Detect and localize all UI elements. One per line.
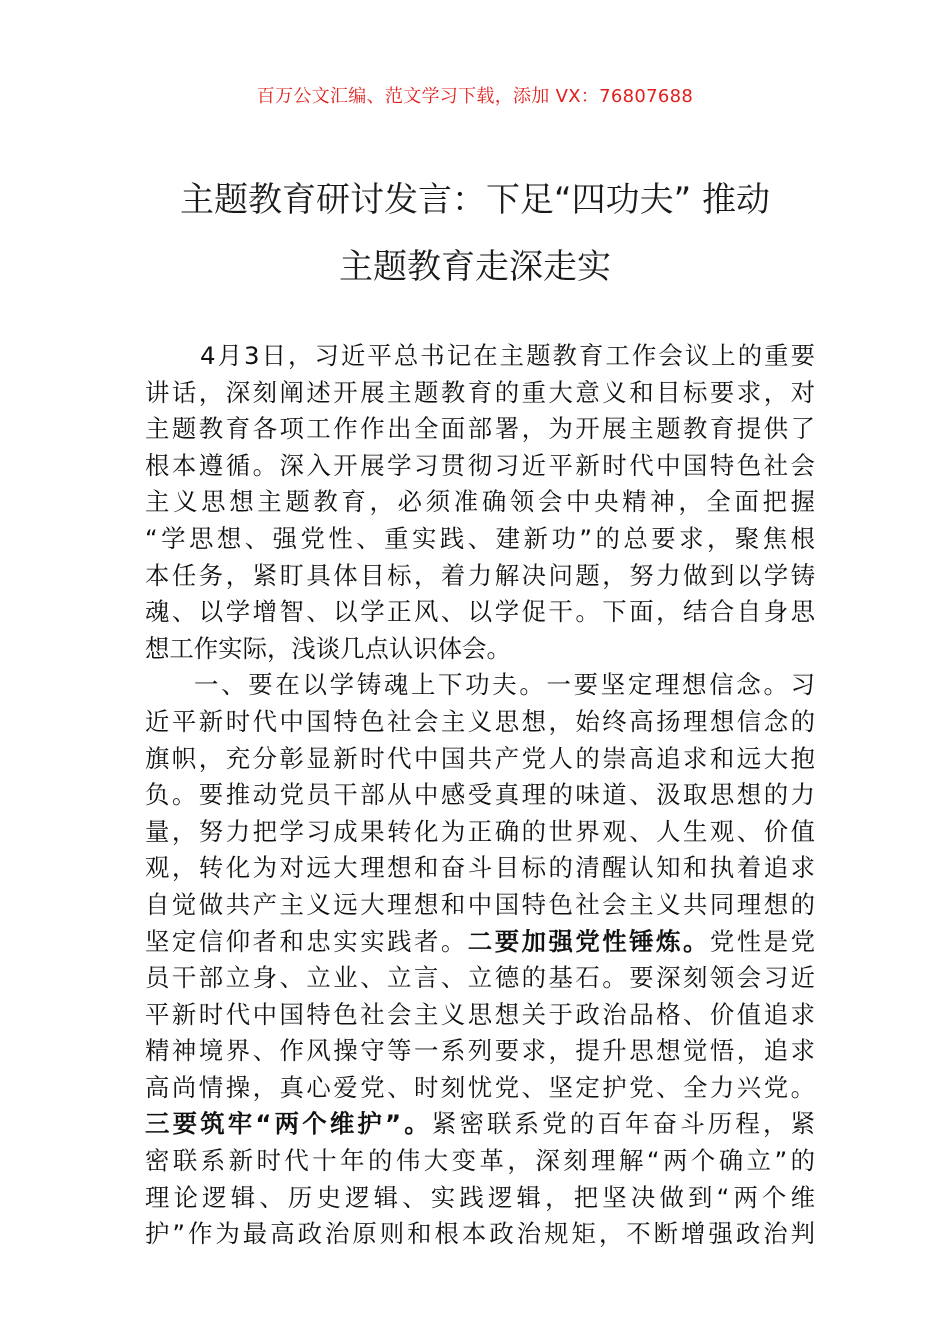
paragraph-line: 精神境界、作风操守等一系列要求，提升思想觉悟，追求 [145,1036,815,1066]
bold-subheading: 三要筑牢“两个维护”。 [145,1109,432,1139]
paragraph-line: 旗帜，充分彰显新时代中国共产党人的崇高追求和远大抱 [145,743,815,773]
paragraph-line: 主题教育各项工作作出全面部署，为开展主题教育提供了 [145,414,815,444]
paragraph-line: 一、要在以学铸魂上下功夫。一要坚定理想信念。习 [194,670,815,700]
document-body [145,338,815,1253]
paragraph-line: “学思想、强党性、重实践、建新功”的总要求，聚焦根 [145,523,815,553]
paragraph-line: 理论逻辑、历史逻辑、实践逻辑，把坚决做到“两个维 [145,1182,815,1212]
paragraph-text: 紧密联系党的百年奋斗历程，紧 [431,1109,815,1139]
paragraph-line: 负。要推动党员干部从中感受真理的味道、汲取思想的力 [145,780,815,810]
paragraph-line [145,1106,815,1143]
paragraph-line: 护”作为最高政治原则和根本政治规矩，不断增强政治判 [145,1219,815,1249]
paragraph-line: 平新时代中国特色社会主义思想关于政治品格、价值追求 [145,999,815,1029]
document-title-line-2: 主题教育走深走实 [339,247,611,287]
download-watermark-note: 百万公文汇编、范文学习下载，添加 VX：76807688 [256,86,694,107]
paragraph-line: 近平新时代中国特色社会主义思想，始终高扬理想信念的 [145,706,815,736]
paragraph-line: 自觉做共产主义远大理想和中国特色社会主义共同理想的 [145,889,815,919]
paragraph-line: 密联系新时代十年的伟大变革，深刻理解“两个确立”的 [145,1146,815,1176]
paragraph-line: 员干部立身、立业、立言、立德的基石。要深刻领会习近 [145,963,815,993]
paragraph-line: 讲话，深刻阐述开展主题教育的重大意义和目标要求，对 [145,377,815,407]
document-title-line-1: 主题教育研讨发言：下足“四功夫” 推动 [179,180,771,220]
paragraph-line: 想工作实际，浅谈几点认识体会。 [145,633,511,663]
paragraph-line: 本任务，紧盯具体目标，着力解决问题，努力做到以学铸 [145,560,815,590]
paragraph-line: 高尚情操，真心爱党、时刻忧党、坚定护党、全力兴党。 [145,1072,815,1102]
paragraph-line: 主义思想主题教育，必须准确领会中央精神，全面把握 [145,487,815,517]
paragraph-line: 魂、以学增智、以学正风、以学促干。下面，结合自身思 [145,597,815,627]
paragraph-text: 坚定信仰者和忠实实践者。 [145,926,468,956]
paragraph-line: 4月3日，习近平总书记在主题教育工作会议上的重要 [200,341,815,370]
paragraph-text: 党性是党 [709,926,815,956]
paragraph-line [145,924,815,961]
paragraph-line: 根本遵循。深入开展学习贯彻习近平新时代中国特色社会 [145,450,815,480]
paragraph-line: 量，努力把学习成果转化为正确的世界观、人生观、价值 [145,816,815,846]
bold-subheading: 二要加强党性锤炼。 [467,926,710,956]
paragraph-line: 观，转化为对远大理想和奋斗目标的清醒认知和执着追求 [145,853,815,883]
